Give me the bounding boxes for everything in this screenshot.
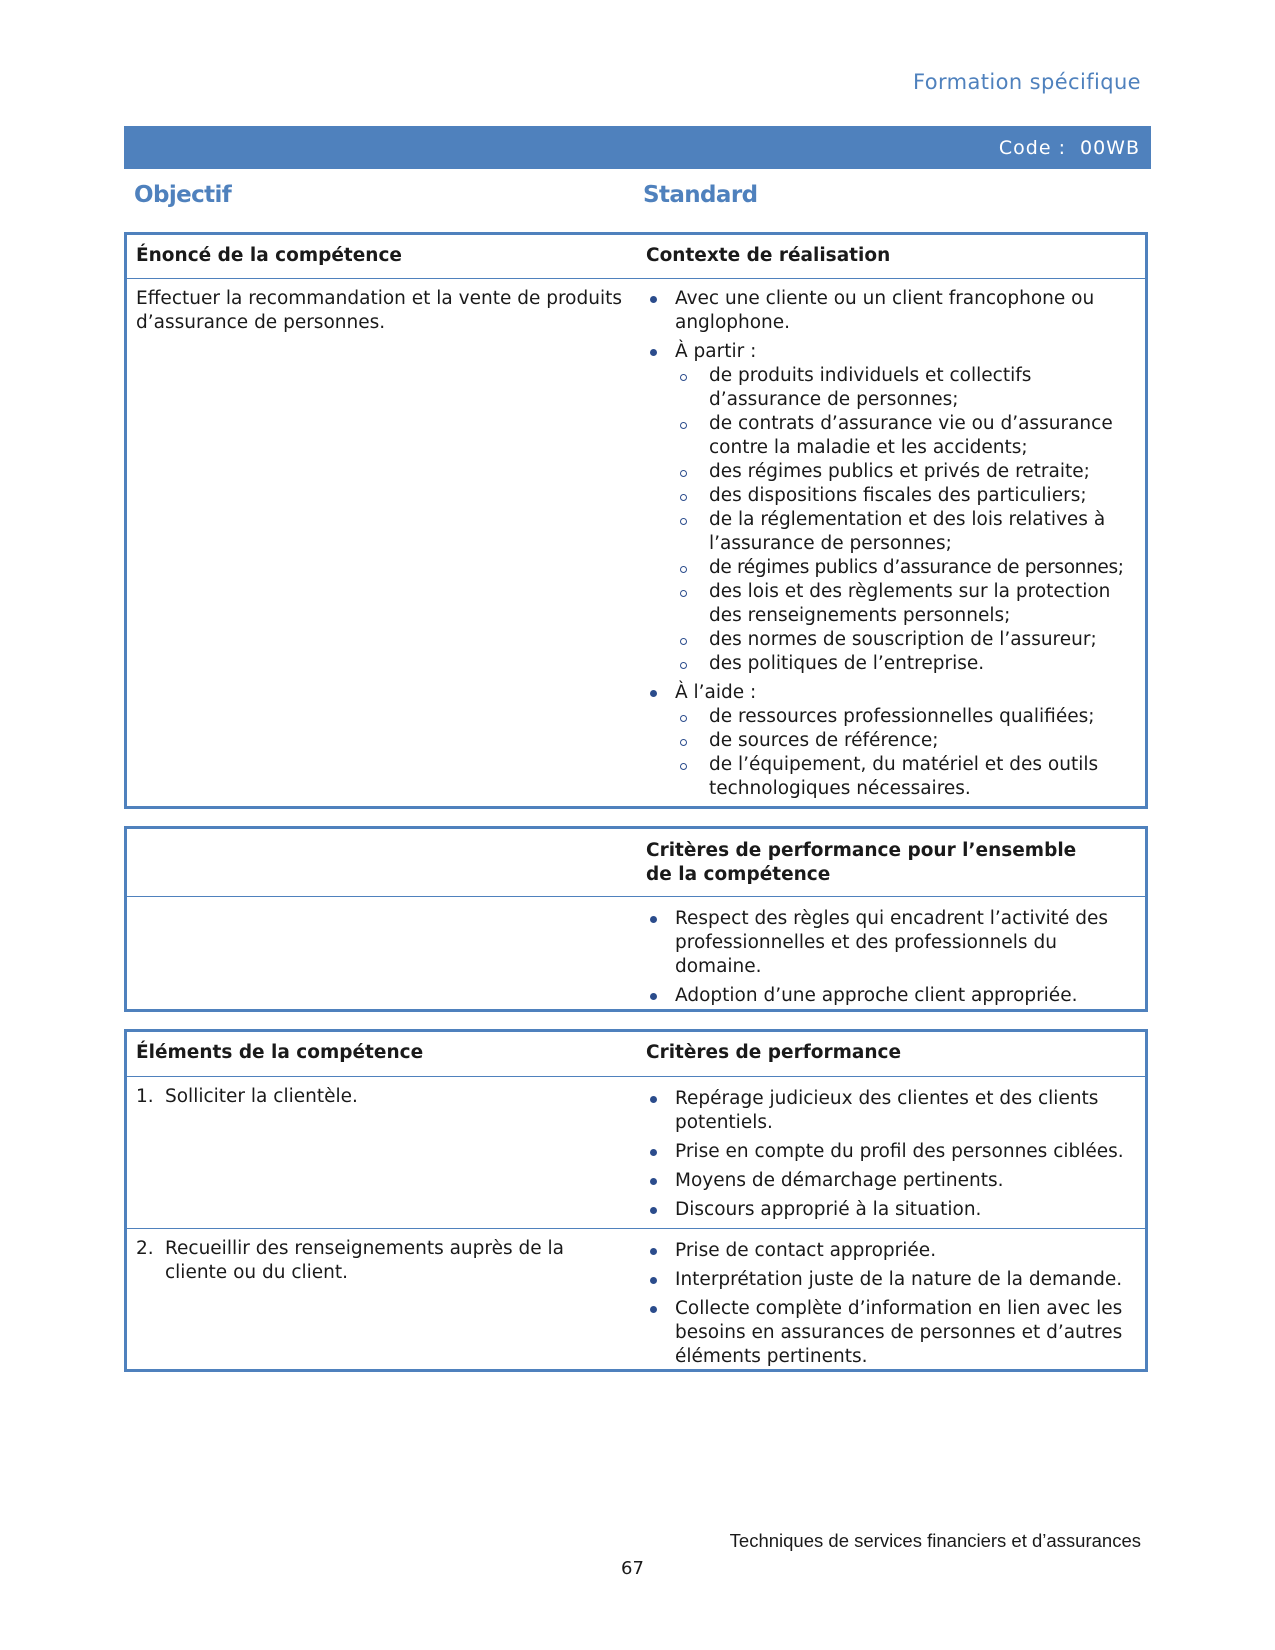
- page-number: 67: [621, 1558, 644, 1579]
- code-value: 00WB: [1080, 136, 1140, 159]
- table-header-row: [127, 1032, 1145, 1076]
- list-item: Avec une cliente ou un client francophone ou anglophone.: [646, 287, 1137, 335]
- empty-cell: [127, 897, 637, 1014]
- sub-list: [680, 705, 1137, 801]
- list-item: Moyens de démarchage pertinents.: [646, 1169, 1137, 1193]
- table-row: [127, 278, 1145, 807]
- code-label: Code :: [998, 136, 1066, 159]
- elements-header: Éléments de la compétence: [136, 1042, 424, 1063]
- element-list: [136, 1237, 577, 1285]
- criteria-header: Critères de performance: [646, 1042, 902, 1063]
- circle-bullet-icon: [680, 470, 687, 477]
- list-item: Prise en compte du profil des personnes ciblées.: [646, 1140, 1137, 1164]
- criteria-cell: [637, 1229, 1145, 1375]
- context-list-cell: [637, 279, 1145, 807]
- overall-criteria-header: Critères de performance pour l’ensemble de la compétence: [646, 840, 1077, 885]
- context-list: [646, 287, 1137, 801]
- table-row: [127, 896, 1145, 1014]
- list-item: Interprétation juste de la nature de la demande.: [646, 1268, 1137, 1292]
- list-item: À partir : de produits individuels et collectifs d’assurance de personnes; de contrats d’assurance vie ou d’assurance contre la maladie et les accidents; des régimes publics et privés de retraite; des dispositions fiscales des particuliers; de la réglementation et des lois relatives à l’assurance de personnes; de régimes publics d’assurance de personnes; des lois et des règlements sur la protection des renseignements personnels; des normes de souscription de l’assureur; des politiques de l’entreprise.: [646, 340, 1137, 676]
- standard-heading: Standard: [643, 182, 758, 208]
- bullet-icon: [650, 993, 657, 1000]
- circle-bullet-icon: [680, 739, 687, 746]
- statement-header: Énoncé de la compétence: [136, 245, 402, 266]
- empty-header-cell: [127, 829, 637, 896]
- circle-bullet-icon: [680, 518, 687, 525]
- list-item: Discours approprié à la situation.: [646, 1198, 1137, 1222]
- bullet-icon: [650, 1248, 657, 1255]
- criteria-list: [646, 1087, 1137, 1222]
- sub-list-item: de contrats d’assurance vie ou d’assurance contre la maladie et les accidents;: [680, 412, 1137, 460]
- sub-list-item: des politiques de l’entreprise.: [680, 652, 1137, 676]
- sub-list-item: de l’équipement, du matériel et des outils technologiques nécessaires.: [680, 753, 1137, 801]
- circle-bullet-icon: [680, 374, 687, 381]
- objectif-heading: Objectif: [134, 182, 232, 208]
- element-cell: [127, 1229, 637, 1375]
- circle-bullet-icon: [680, 662, 687, 669]
- bullet-icon: [650, 1178, 657, 1185]
- competence-statement-table: [124, 232, 1148, 809]
- sub-list-item: de régimes publics d’assurance de personnes;: [680, 556, 1137, 580]
- circle-bullet-icon: [680, 715, 687, 722]
- list-item: Repérage judicieux des clientes et des clients potentiels.: [646, 1087, 1137, 1135]
- competence-statement: Effectuer la recommandation et la vente de produits d’assurance de personnes.: [136, 288, 622, 333]
- bullet-icon: [650, 1207, 657, 1214]
- sub-list-item: des normes de souscription de l’assureur;: [680, 628, 1137, 652]
- elements-criteria-table: [124, 1029, 1148, 1372]
- overall-performance-criteria-table: [124, 826, 1148, 1012]
- circle-bullet-icon: [680, 494, 687, 501]
- bullet-icon: [650, 916, 657, 923]
- list-item: Adoption d’une approche client appropriée.: [646, 984, 1137, 1008]
- criteria-cell: [637, 1077, 1145, 1228]
- bullet-icon: [650, 1149, 657, 1156]
- sub-list: [680, 364, 1137, 676]
- context-header: Contexte de réalisation: [646, 245, 891, 266]
- sub-list-item: de la réglementation et des lois relatives à l’assurance de personnes;: [680, 508, 1137, 556]
- circle-bullet-icon: [680, 763, 687, 770]
- bullet-icon: [650, 1096, 657, 1103]
- footer-program-title: Techniques de services financiers et d’assurances: [729, 1530, 1141, 1551]
- sub-list-item: de ressources professionnelles qualifiées;: [680, 705, 1137, 729]
- overall-criteria-cell: [637, 897, 1145, 1014]
- overall-criteria-list: [646, 907, 1137, 1008]
- table-row: [127, 1076, 1145, 1228]
- sub-list-item: des lois et des règlements sur la protection des renseignements personnels;: [680, 580, 1137, 628]
- circle-bullet-icon: [680, 422, 687, 429]
- list-item: Collecte complète d’information en lien avec les besoins en assurances de personnes et d’autres éléments pertinents.: [646, 1297, 1137, 1369]
- sub-list-item: de sources de référence;: [680, 729, 1137, 753]
- sub-list-item: des régimes publics et privés de retraite;: [680, 460, 1137, 484]
- bullet-icon: [650, 1277, 657, 1284]
- element-cell: [127, 1077, 637, 1228]
- list-item: Respect des règles qui encadrent l’activité des professionnelles et des professionnels du domaine.: [646, 907, 1137, 979]
- circle-bullet-icon: [680, 590, 687, 597]
- section-headings: [134, 182, 1144, 218]
- program-section-title: Formation spécifique: [912, 70, 1141, 94]
- course-code-bar: [124, 126, 1151, 169]
- sub-list-item: de produits individuels et collectifs d’assurance de personnes;: [680, 364, 1137, 412]
- table-row: [127, 1228, 1145, 1375]
- bullet-icon: [650, 349, 657, 356]
- element-list: [136, 1085, 629, 1109]
- list-item: Prise de contact appropriée.: [646, 1239, 1137, 1263]
- table-header-row: [127, 829, 1145, 896]
- sub-list-item: des dispositions fiscales des particuliers;: [680, 484, 1137, 508]
- bullet-icon: [650, 690, 657, 697]
- circle-bullet-icon: [680, 566, 687, 573]
- table-header-row: [127, 235, 1145, 278]
- bullet-icon: [650, 296, 657, 303]
- element-item: 2. Recueillir des renseignements auprès de la cliente ou du client.: [136, 1238, 564, 1283]
- element-item: 1. Solliciter la clientèle.: [136, 1086, 358, 1107]
- criteria-list: [646, 1239, 1137, 1369]
- list-item: À l’aide : de ressources professionnelles qualifiées; de sources de référence; de l’équipement, du matériel et des outils technologiques nécessaires.: [646, 681, 1137, 801]
- bullet-icon: [650, 1306, 657, 1313]
- circle-bullet-icon: [680, 638, 687, 645]
